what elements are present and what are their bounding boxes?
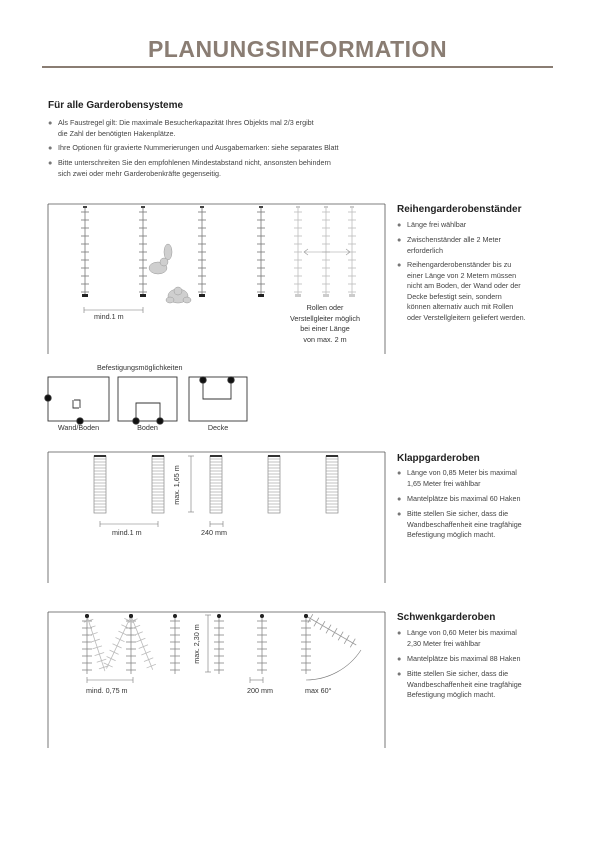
swing-rack [301,616,311,674]
swing-rack [304,612,359,650]
coat-rack [81,206,89,297]
coat-rack [139,206,147,297]
bullet-icon: ● [397,468,402,477]
befestigung-heading: Befestigungsmöglichkeiten [97,363,183,372]
bullet-icon: ● [397,494,402,503]
reihen-bullet-2: ● Zwischenständer alle 2 Meter erforderlich [397,235,501,255]
bullet-icon: ● [48,118,53,127]
swing-rack [257,616,267,674]
bullet-icon: ● [397,260,402,269]
folding-rack [326,455,338,513]
schwenk-heading: Schwenkgarderoben [397,612,496,623]
general-bullet-3: ● Bitte unterschreiten Sie den empfohlenen Mindestabstand nicht, ansonsten behindern sich zwei oder mehr Garderobenkräfte gegenseitig. [48,158,331,178]
klapp-bullet-3: ● Bitte stellen Sie sicher, dass die Wandbeschaffenheit eine tragfähige Befestigung möglich macht. [397,509,522,539]
folding-rack [152,455,164,513]
mount-label-floor: Boden [137,423,158,432]
schwenk-bullet-1: ● Länge von 0,60 Meter bis maximal 2,30 Meter frei wählbar [397,628,517,648]
klapp-bullet-2: ● Mantelplätze bis maximal 60 Haken [397,494,521,503]
schwenk-racks [82,612,359,674]
coat-rack [257,206,265,297]
bullet-icon: ● [397,235,402,244]
schwenk-min-label: mind. 0,75 m [86,686,128,695]
folding-rack [94,455,106,513]
mount-wall-floor-diagram [45,377,109,424]
schwenk-bullet-3: ● Bitte stellen Sie sicher, dass die Wandbeschaffenheit eine tragfähige Befestigung möglich macht. [397,669,522,699]
general-bullet-2: ● Ihre Optionen für gravierte Nummerierungen und Ausgabemarken: siehe separates Blatt [48,143,339,152]
page-title: PLANUNGSINFORMATION [147,36,448,62]
mount-ceiling-diagram [189,377,247,421]
schwenk-bullet-2: ● Mantelplätze bis maximal 88 Haken [397,654,521,663]
bullet-icon: ● [48,143,53,152]
klapp-heading: Klappgarderoben [397,453,480,464]
swing-rack [170,616,180,674]
folding-rack [268,455,280,513]
folding-rack [210,455,222,513]
general-heading: Für alle Garderobensysteme [48,100,184,111]
klapp-racks [94,455,338,513]
coat-rack [294,206,302,297]
schwenk-angle-label: max 60° [305,686,332,695]
reihen-racks [81,206,356,297]
reihen-bullet-1: ● Länge frei wählbar [397,220,467,229]
bullet-icon: ● [397,628,402,637]
klapp-bullet-1: ● Länge von 0,85 Meter bis maximal 1,65 Meter frei wählbar [397,468,517,488]
reihen-rollen-label: Rollen oder Verstellgleiter möglich bei einer Länge von max. 2 m [290,303,360,344]
swing-arc [306,650,361,680]
bullet-icon: ● [397,509,402,518]
mount-label-ceiling: Decke [207,423,229,432]
reihen-heading: Reihengarderobenständer [397,204,522,215]
arrow-icon [304,249,350,255]
schwenk-width-label: 200 mm [247,686,273,695]
bullet-icon: ● [397,654,402,663]
bullet-icon: ● [48,158,53,167]
bullet-icon: ● [397,669,402,678]
mount-label-wall-floor: Wand/Boden [57,423,100,432]
coat-rack [198,206,206,297]
reihen-min-label: mind.1 m [94,312,124,321]
schwenk-height-label: max. 2,30 m [192,624,201,664]
swing-rack [82,616,92,674]
klapp-min-label: mind.1 m [112,528,142,537]
mount-floor-diagram [118,377,177,424]
coat-rack [322,206,330,297]
general-bullet-1: ● Als Faustregel gilt: Die maximale Besucherkapazität Ihres Objekts mal 2/3 ergibt die Zahl der benötigten Hakenplätze. [48,118,314,138]
reihen-bullet-3: ● Reihengarderobenständer bis zu einer Länge von 2 Metern müssen nicht am Boden, der Wand oder der Decke befestigt sein, sondern können alternativ auch mit Rollen oder Verstellgleitern geliefert werden. [397,260,526,322]
bullet-icon: ● [397,220,402,229]
person-icon [149,244,191,303]
klapp-height-label: max. 1,65 m [172,465,181,505]
klapp-width-label: 240 mm [201,528,227,537]
swing-rack [214,616,224,674]
